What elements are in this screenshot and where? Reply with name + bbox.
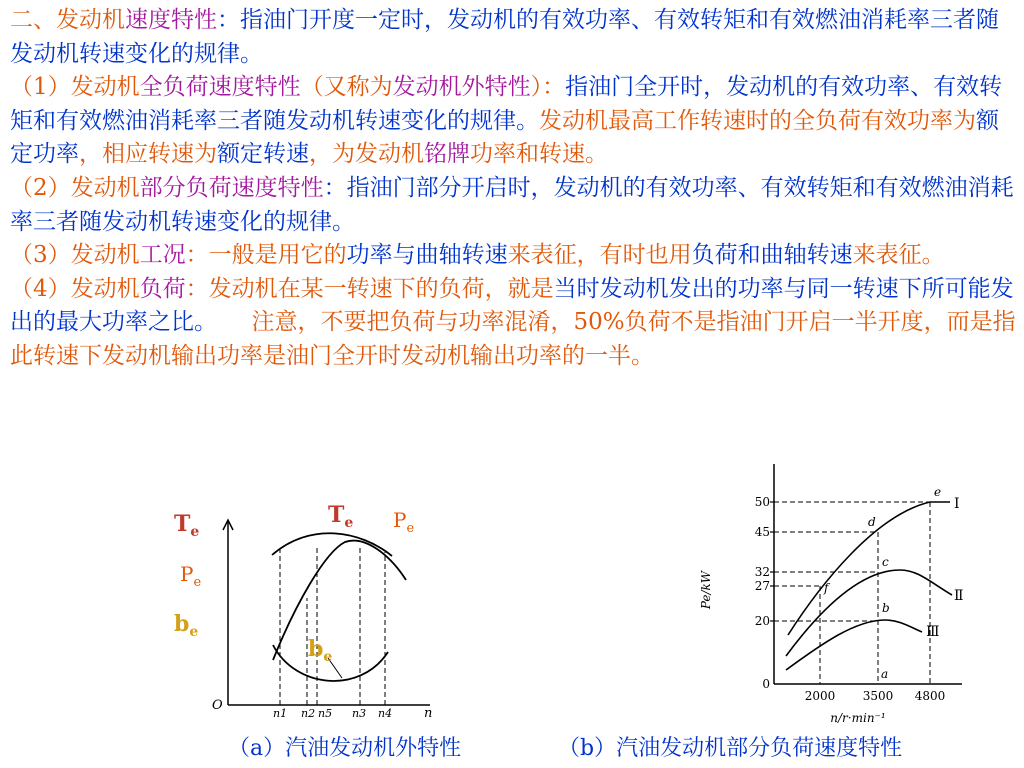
tick-n2: n2 [301, 707, 316, 720]
ytick-27: 27 [754, 579, 770, 593]
point-e: e [934, 485, 942, 499]
text-run: 额定功率 [10, 107, 999, 168]
text-run: 二、发动机 [10, 7, 125, 33]
text-run: 来表征。 [852, 242, 945, 269]
tick-n1: n1 [273, 707, 288, 720]
point-b: b [882, 601, 890, 615]
text-run: ：指油门部分开启时，发动机的有效功率、有效转矩和有效燃油消耗率三者随发动机转速变化的规律。 [10, 174, 1014, 235]
text-run: 全负荷速度特性 [139, 74, 301, 101]
caption-a: （a）汽油发动机外特性 [228, 736, 462, 761]
main-text [10, 4, 1016, 374]
text-run: （4）发动机 [10, 275, 140, 302]
x-axis-label: n/r·min⁻¹ [830, 711, 886, 725]
text-run: （3）发动机 [10, 242, 140, 269]
text-run: ：发动机在某一转速下的负荷，就是 [185, 275, 554, 302]
svg-text:Pe [393, 508, 414, 536]
label-I: I [954, 496, 960, 512]
text-run: ：一般是用它的 [185, 242, 347, 269]
legend-pe: P [180, 562, 194, 586]
text-run: （2）发动机 [10, 174, 140, 201]
legend-te-sub: e [190, 524, 200, 540]
ytick-50: 50 [754, 495, 770, 509]
point-d: d [868, 515, 876, 529]
figure-b [690, 460, 980, 725]
legend-te: T [174, 511, 191, 537]
text-run: 负荷和曲轴转速 [691, 242, 853, 269]
text-run: 来表征，有时也用 [507, 242, 692, 269]
curve-te-sub: e [344, 515, 354, 531]
svg-text:Te [328, 502, 353, 531]
point-c: c [882, 555, 889, 569]
xtick-2000: 2000 [804, 689, 836, 703]
origin-label: O [212, 698, 223, 713]
text-run: 工况 [139, 242, 186, 269]
curve-III [786, 620, 922, 670]
paragraph-speed-characteristic [10, 4, 1016, 71]
svg-text:be [174, 611, 198, 640]
text-run: 铭牌 [424, 141, 470, 168]
text-run: （又称为 [300, 74, 393, 101]
label-III: Ⅲ [926, 624, 940, 640]
ytick-0: 0 [762, 677, 770, 691]
label-II: Ⅱ [954, 588, 964, 604]
xtick-3500: 3500 [862, 689, 894, 703]
curve-pe-sub: e [406, 521, 415, 536]
curve-II [786, 570, 952, 656]
y-axis-label: Pe/kW [699, 570, 713, 610]
curve-labels [926, 496, 964, 640]
text-run: （1）发动机 [10, 74, 140, 101]
text-run: ，相应转速为 [79, 141, 217, 168]
text-run: 额定转速 [217, 141, 309, 168]
text-run: 发动机最高工作转速时的全负荷有效功率为 [539, 107, 976, 134]
tick-n5: n5 [318, 707, 333, 720]
text-run: 部分负荷速度特性 [139, 174, 324, 201]
curve-be-sub: e [323, 649, 333, 665]
curve-te-label: T [328, 502, 345, 528]
y-ticks [755, 495, 770, 691]
point-f: f [824, 581, 829, 595]
ytick-20: 20 [754, 614, 770, 628]
power-curve [273, 541, 406, 660]
text-run: 注意，不要把负荷与功率混淆，50%负荷不是指油门开启一半开度，而是指此转速下发动机输出功率是油门全开时发动机输出功率的一半。 [10, 309, 1016, 369]
ytick-45: 45 [754, 525, 770, 539]
svg-text:Pe [180, 562, 201, 590]
text-run: 指油门全开时，发动机的有效功率、有效转矩和有效燃油消耗率三者随发动机转速变化的规律。 [10, 74, 1003, 134]
x-ticks [805, 689, 946, 703]
legend-be-sub: e [189, 624, 199, 640]
paragraph-full-load [10, 71, 1016, 172]
paragraph-partial-load [10, 172, 1016, 239]
paragraph-engine-load [10, 273, 1016, 374]
point-a: a [881, 667, 889, 681]
dashed-guides-b [774, 502, 930, 684]
text-run: ）： [530, 74, 566, 101]
curve-be-label: b [308, 636, 324, 662]
xtick-4800: 4800 [914, 689, 946, 703]
curve-pe-label: P [393, 508, 407, 532]
ytick-32: 32 [754, 565, 770, 579]
n-ticks [273, 707, 392, 720]
svg-text:Te [174, 511, 199, 540]
tick-n4: n4 [378, 707, 393, 720]
text-run: ，为发动机 [309, 141, 424, 168]
text-run: ：指油门开度一定时，发动机的有效功率、有效转矩和有效燃油消耗率三者随发动机转速变化的规律。 [10, 7, 999, 67]
legend-be: b [174, 611, 190, 637]
tick-n3: n3 [352, 707, 367, 720]
text-run: 速度特性 [125, 7, 217, 33]
point-labels [823, 485, 941, 681]
caption-b: （b）汽油发动机部分负荷速度特性 [558, 736, 903, 761]
axis-n-label: n [424, 706, 433, 721]
paragraph-operating-condition [10, 239, 1016, 273]
svg-text:be [308, 636, 332, 665]
legend-pe-sub: e [193, 575, 202, 590]
text-run: 当时发动机发出的功率与同一转速下所可能发出的最大功率之比。 [10, 275, 1014, 336]
figure-a [160, 500, 450, 725]
text-run: 功率和转速。 [470, 141, 608, 168]
text-run: 负荷 [139, 275, 186, 302]
text-run: 发动机外特性 [392, 74, 531, 101]
text-run: 功率与曲轴转速 [346, 242, 508, 269]
